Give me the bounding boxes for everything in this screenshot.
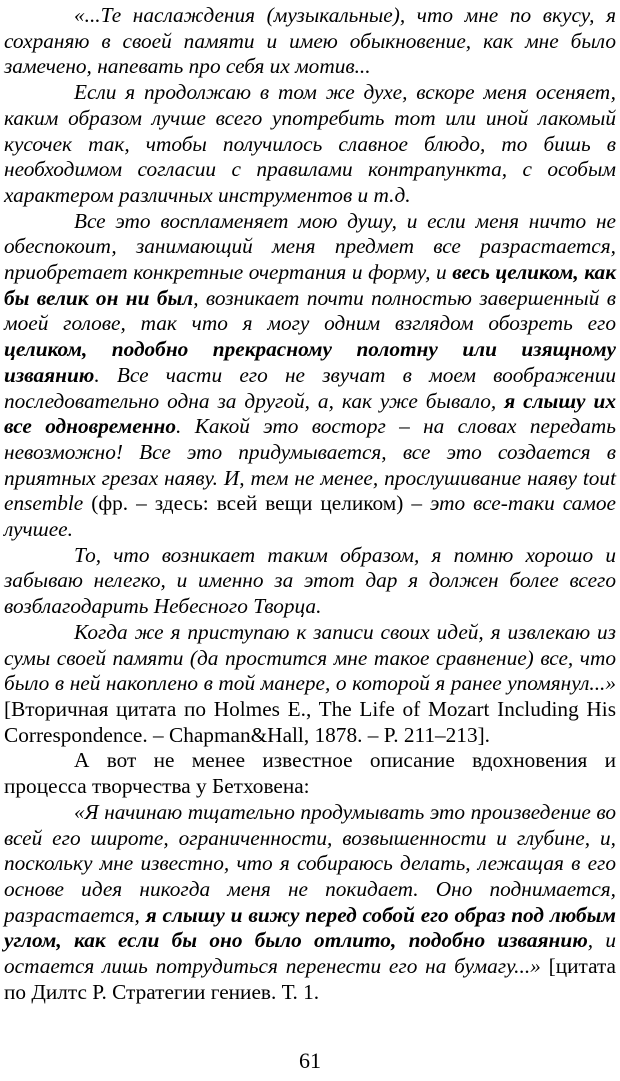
quote-text: . Какой это восторг – на словах передать невозможно! Все это придумывается, все это создается в приятных грезах наяву. И, тем не менее, прослушивание наяву tout ensemble xyxy=(4,414,616,516)
quote-text: , и остается лишь потрудиться перенести его на бумагу...» xyxy=(4,928,617,979)
emphasis-text: я слышу их все одновременно xyxy=(4,388,616,439)
paragraph-beethoven-quote xyxy=(4,800,616,1006)
emphasis-text: весь целиком, как бы велик он ни был xyxy=(4,260,616,310)
emphasis-text: я слышу и вижу перед собой его образ под любым углом, как если бы оно было отлито, подобно изваянию xyxy=(4,902,617,953)
emphasis-text: целиком, подобно прекрасному полотну или изящному изваянию xyxy=(4,337,616,387)
quote-text: . Все части его не звучат в моем воображении последовательно одна за другой, а, как уже бывало, xyxy=(4,362,616,413)
paragraph-mozart-quote-3 xyxy=(4,209,616,543)
page-number: 61 xyxy=(299,1048,321,1073)
quote-text: «Я начинаю тщательно продумывать это произведение во всей его широте, ограниченности, возвышенности и глубине, и, поскольку мне известно, что я собираюсь делать, лежащая в его основе идея никогда меня не покидает. Оно поднимается, разрастается, xyxy=(4,799,616,927)
quote-text: это все-таки самое лучшее. xyxy=(4,491,617,542)
body-sentence: А вот не менее известное описание вдохновения и процесса творчества у Бетховена: xyxy=(4,748,616,799)
quote-text: Все это воспламеняет мою душу, и если меня ничто не обеспокоит, занимающий меня предмет все разрастается, приобретает конкретные очертания и форму, и xyxy=(4,208,616,285)
paragraph-mozart-quote-5 xyxy=(4,620,616,749)
citation-text: [цитата по Дилтс Р. Стратегии гениев. Т. 1. xyxy=(4,954,616,1004)
paragraph-mozart-quote-4 xyxy=(4,543,616,620)
quote-text: Если я продолжаю в том же духе, вскоре меня осеняет, каким образом лучше всего употребить тот или иной лакомый кусочек так, чтобы получилось славное блюдо, то бишь в необходимом согласии с правилами контрапункта, с особым характером различных инструментов и т.д. xyxy=(4,80,616,207)
paragraph-mozart-quote-1 xyxy=(4,3,616,80)
quote-text: Когда же я приступаю к записи своих идей, я извлекаю из сумы своей памяти (да простится мне такое сравнение) все, что было в ней накоплено в той манере, о которой я ранее упомянул...» xyxy=(4,619,616,696)
body-text xyxy=(4,3,616,1005)
translation-note: (фр. – здесь: всей вещи целиком) – xyxy=(83,491,431,516)
quote-text: , возникает почти полностью завершенный в моей голове, так что я могу одним взглядом обозреть его xyxy=(4,285,617,336)
quote-text: То, что возникает таким образом, я помню хорошо и забываю нелегко, и именно за этот дар я должен более всего возблагодарить Небесного Творца. xyxy=(4,542,616,619)
quote-text: «...Те наслаждения (музыкальные), что мне по вкусу, я сохраняю в своей памяти и имею обыкновение, как мне было замечено, напевать про себя их мотив... xyxy=(4,3,616,79)
citation-text: [Вторичная цитата по Holmes E., The Life of Mozart Including His Correspondence. – Chapman&Hall, 1878. – P. 211–213]. xyxy=(4,696,616,747)
paragraph-beethoven-intro xyxy=(4,748,616,799)
paragraph-mozart-quote-2 xyxy=(4,80,616,209)
